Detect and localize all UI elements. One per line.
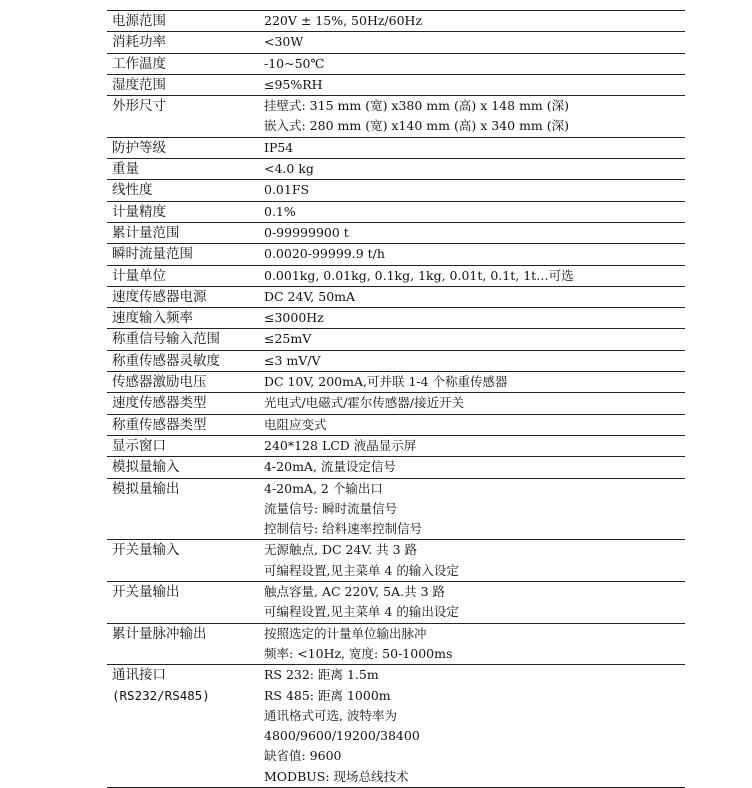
spec-table	[107, 10, 685, 788]
spec-value	[264, 138, 685, 158]
spec-value-line: 0-99999900 t	[264, 224, 349, 240]
spec-value-line: 0.01FS	[264, 182, 310, 198]
spec-key-label: 传感器激励电压	[112, 374, 207, 391]
spec-value-line: MODBUS: 现场总线技术	[264, 768, 409, 784]
spec-row	[107, 96, 685, 138]
spec-value-line: 触点容量, AC 220V, 5A.共 3 路	[264, 584, 446, 600]
spec-value-line: 0.1%	[264, 203, 296, 219]
spec-key	[107, 393, 264, 413]
spec-key-label: 速度传感器电源	[112, 288, 207, 305]
spec-key-label: 通讯接口	[112, 667, 166, 684]
spec-key	[107, 351, 264, 371]
spec-value	[264, 665, 685, 787]
spec-value	[264, 329, 685, 349]
spec-value-line: DC 24V, 50mA	[264, 288, 356, 304]
spec-value	[264, 180, 685, 200]
spec-key-label: 防护等级	[112, 139, 166, 156]
spec-key	[107, 479, 264, 540]
spec-value-line: 0.001kg, 0.01kg, 0.1kg, 1kg, 0.01t, 0.1t, 1t…可选	[264, 267, 574, 283]
spec-value-line: 嵌入式: 280 mm (宽) x140 mm (高) x 340 mm (深)	[264, 118, 569, 134]
spec-value-line: 4-20mA, 2 个输出口	[264, 480, 383, 496]
spec-value	[264, 287, 685, 307]
spec-row	[107, 11, 685, 32]
spec-key-label: 线性度	[112, 182, 153, 199]
spec-key-label: 计量精度	[112, 203, 166, 220]
spec-value	[264, 202, 685, 222]
spec-key-label: 称重信号输入范围	[112, 331, 220, 348]
spec-value	[264, 96, 685, 137]
spec-value	[264, 244, 685, 264]
spec-key-label: 称重传感器类型	[112, 416, 207, 433]
spec-value-line: RS 485: 距离 1000m	[264, 687, 391, 703]
spec-value-line: IP54	[264, 139, 294, 155]
spec-value	[264, 32, 685, 52]
spec-key-label: 累计量范围	[112, 224, 180, 241]
spec-key	[107, 223, 264, 243]
spec-row	[107, 308, 685, 329]
spec-value	[264, 436, 685, 456]
spec-value	[264, 11, 685, 31]
spec-key-label: 重量	[112, 161, 139, 178]
spec-value-line: 无源触点, DC 24V. 共 3 路	[264, 542, 418, 558]
spec-key-label: 称重传感器灵敏度	[112, 352, 220, 369]
spec-value-line: 220V ± 15%, 50Hz/60Hz	[264, 13, 423, 28]
spec-value	[264, 54, 685, 74]
spec-row	[107, 624, 685, 666]
spec-key-sublabel: (RS232/RS485)	[112, 687, 210, 703]
spec-key-label: 速度输入频率	[112, 310, 193, 327]
spec-key	[107, 54, 264, 74]
spec-row	[107, 223, 685, 244]
spec-key	[107, 329, 264, 349]
spec-row	[107, 415, 685, 436]
spec-value-line: 0.0020-99999.9 t/h	[264, 246, 385, 262]
spec-value-line: 控制信号: 给料速率控制信号	[264, 521, 423, 537]
spec-key	[107, 287, 264, 307]
spec-value-line: 电阻应变式	[264, 416, 327, 432]
spec-key-label: 消耗功率	[112, 34, 166, 51]
spec-value-line: ≤3000Hz	[264, 310, 324, 326]
spec-key	[107, 415, 264, 435]
spec-value-line: 缺省值: 9600	[264, 748, 342, 764]
spec-row	[107, 75, 685, 96]
spec-row	[107, 202, 685, 223]
spec-row	[107, 665, 685, 788]
spec-value	[264, 393, 685, 413]
spec-key	[107, 624, 264, 665]
spec-value-line: 4800/9600/19200/38400	[264, 728, 420, 744]
spec-row	[107, 479, 685, 541]
spec-key	[107, 75, 264, 95]
spec-row	[107, 457, 685, 478]
spec-row	[107, 266, 685, 287]
spec-value	[264, 159, 685, 179]
spec-value	[264, 415, 685, 435]
spec-key	[107, 665, 264, 787]
spec-key-label: 模拟量输出	[112, 480, 180, 497]
spec-row	[107, 138, 685, 159]
spec-value-line: RS 232: 距离 1.5m	[264, 667, 379, 683]
spec-row	[107, 180, 685, 201]
spec-key	[107, 159, 264, 179]
spec-key	[107, 96, 264, 137]
spec-value-line: 频率: <10Hz, 宽度: 50-1000ms	[264, 645, 453, 661]
spec-key	[107, 582, 264, 623]
spec-value	[264, 540, 685, 581]
spec-value-line: 4-20mA, 流量设定信号	[264, 459, 396, 475]
spec-row	[107, 244, 685, 265]
spec-key	[107, 540, 264, 581]
spec-value	[264, 75, 685, 95]
spec-value-line: 240*128 LCD 液晶显示屏	[264, 437, 417, 453]
spec-value	[264, 457, 685, 477]
spec-key	[107, 436, 264, 456]
spec-key-label: 计量单位	[112, 267, 166, 284]
spec-value-line: <4.0 kg	[264, 161, 314, 177]
spec-row	[107, 351, 685, 372]
spec-key	[107, 11, 264, 31]
spec-value-line: 光电式/电磁式/霍尔传感器/接近开关	[264, 395, 465, 411]
spec-row	[107, 372, 685, 393]
spec-key	[107, 457, 264, 477]
spec-key-label: 开关量输入	[112, 542, 180, 559]
spec-value-line: 可编程设置,见主菜单 4 的输入设定	[264, 562, 459, 578]
spec-value-line: -10~50℃	[264, 55, 325, 71]
spec-key-label: 工作温度	[112, 55, 166, 72]
spec-value-line: 流量信号: 瞬时流量信号	[264, 500, 398, 516]
spec-row	[107, 54, 685, 75]
spec-key-label: 外形尺寸	[112, 98, 166, 115]
spec-value-line: 按照选定的计量单位输出脉冲	[264, 625, 427, 641]
spec-row	[107, 393, 685, 414]
spec-key	[107, 308, 264, 328]
spec-value-line: ≤25mV	[264, 331, 312, 347]
spec-value	[264, 266, 685, 286]
spec-row	[107, 159, 685, 180]
spec-key-label: 显示窗口	[112, 437, 166, 454]
spec-value-line: 通讯格式可选, 波特率为	[264, 707, 397, 723]
spec-key-label: 速度传感器类型	[112, 395, 207, 412]
spec-key	[107, 202, 264, 222]
spec-key	[107, 266, 264, 286]
spec-key	[107, 372, 264, 392]
spec-key	[107, 138, 264, 158]
spec-row	[107, 329, 685, 350]
spec-row	[107, 32, 685, 53]
spec-value	[264, 351, 685, 371]
spec-value-line: ≤3 mV/V	[264, 352, 321, 368]
spec-key	[107, 32, 264, 52]
spec-value-line: DC 10V, 200mA,可并联 1-4 个称重传感器	[264, 374, 508, 390]
spec-row	[107, 582, 685, 624]
spec-value	[264, 372, 685, 392]
spec-value	[264, 479, 685, 540]
spec-row	[107, 540, 685, 582]
spec-key	[107, 180, 264, 200]
spec-value-line: ≤95%RH	[264, 76, 323, 92]
spec-value	[264, 624, 685, 665]
spec-key-label: 湿度范围	[112, 76, 166, 93]
spec-row	[107, 436, 685, 457]
spec-value-line: 挂壁式: 315 mm (宽) x380 mm (高) x 148 mm (深)	[264, 98, 569, 114]
spec-key-label: 累计量脉冲输出	[112, 625, 207, 642]
spec-row	[107, 287, 685, 308]
spec-value-line: 可编程设置,见主菜单 4 的输出设定	[264, 604, 459, 620]
spec-value-line: <30W	[264, 34, 304, 50]
spec-key-label: 电源范围	[112, 13, 166, 29]
spec-key-label: 瞬时流量范围	[112, 246, 193, 263]
spec-value	[264, 223, 685, 243]
spec-key-label: 开关量输出	[112, 584, 180, 601]
spec-key	[107, 244, 264, 264]
spec-value	[264, 582, 685, 623]
spec-key-label: 模拟量输入	[112, 459, 180, 476]
spec-value	[264, 308, 685, 328]
